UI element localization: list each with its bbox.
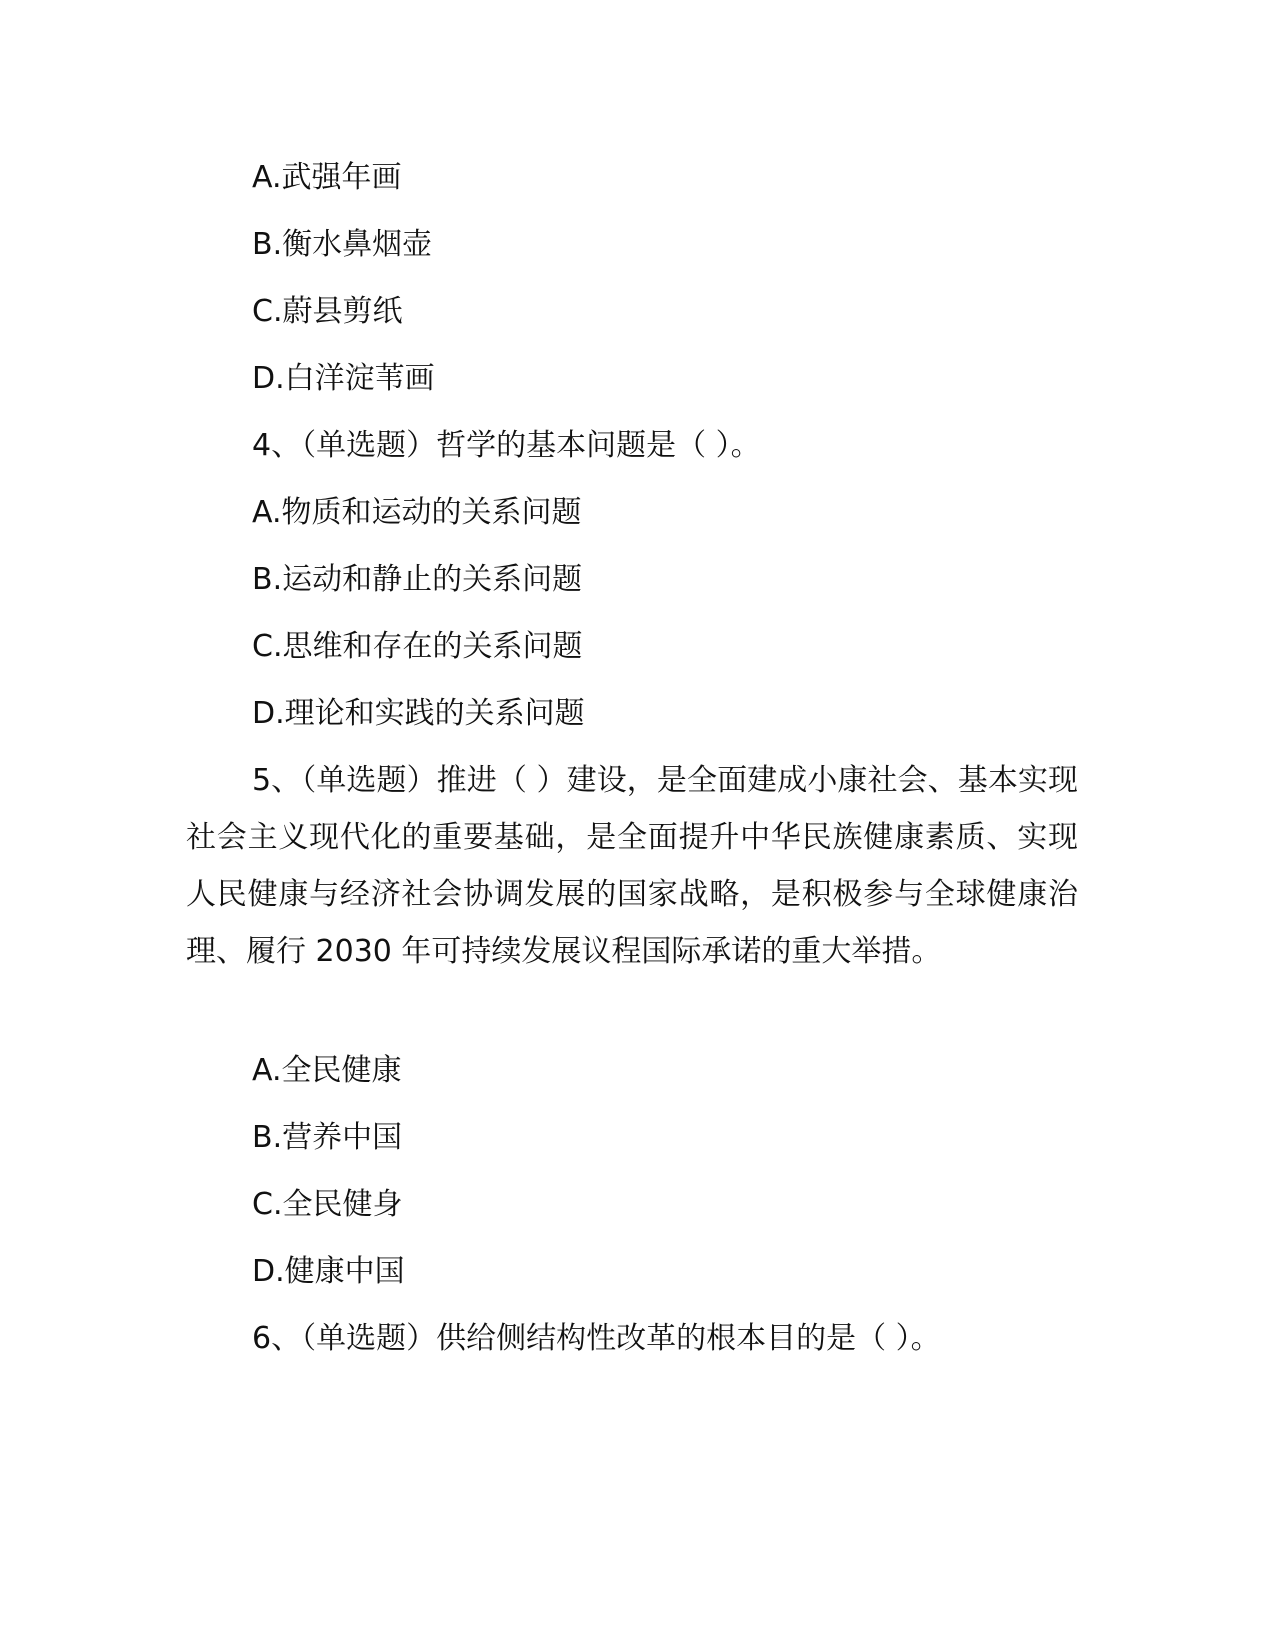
- q3-option-b: B.衡水鼻烟壶: [252, 227, 433, 262]
- q5-option-d: D.健康中国: [252, 1254, 405, 1289]
- q4-option-a: A.物质和运动的关系问题: [252, 495, 582, 530]
- q3-option-c: C.蔚县剪纸: [252, 294, 403, 329]
- q5-option-c: C.全民健身: [252, 1187, 403, 1222]
- q5-option-a: A.全民健康: [252, 1053, 402, 1088]
- q4-option-d: D.理论和实践的关系问题: [252, 696, 585, 731]
- q4-option-c: C.思维和存在的关系问题: [252, 629, 583, 664]
- q3-option-d: D.白洋淀苇画: [252, 361, 435, 396]
- q4-stem: 4、（单选题）哲学的基本问题是（ ）。: [252, 428, 761, 463]
- q4-option-b: B.运动和静止的关系问题: [252, 562, 583, 597]
- q6-stem: 6、（单选题）供给侧结构性改革的根本目的是（ ）。: [252, 1321, 941, 1356]
- q5-stem: 5、（单选题）推进（ ）建设，是全面建成小康社会、基本实现社会主义现代化的重要基础，是全面提升中华民族健康素质、实现人民健康与经济社会协调发展的国家战略，是积极参与全球健康治理、履行 2030 年可持续发展议程国际承诺的重大举措。: [186, 763, 1078, 969]
- q3-option-a: A.武强年画: [252, 160, 402, 195]
- q5-option-b: B.营养中国: [252, 1120, 403, 1155]
